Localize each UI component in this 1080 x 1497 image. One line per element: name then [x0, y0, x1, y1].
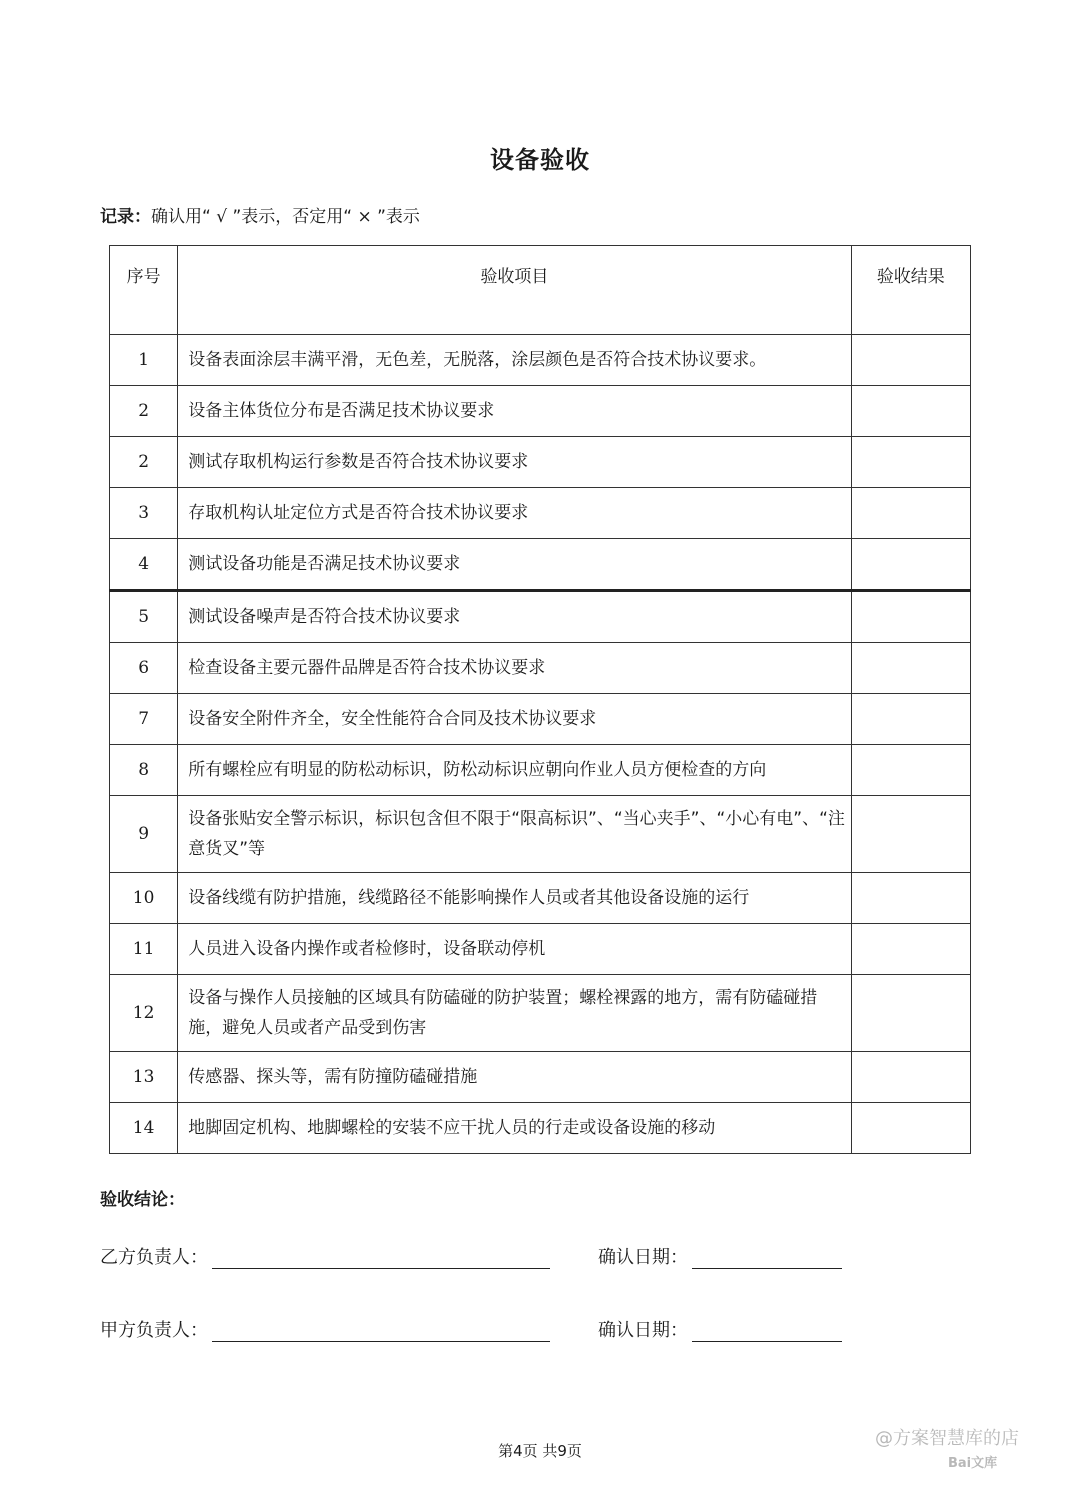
row-no: 14 [110, 1103, 178, 1154]
table-row [110, 643, 971, 694]
row-item: 设备张贴安全警示标识，标识包含但不限于“限高标识”、“当心夹手”、“小心有电”、“注意货叉”等 [178, 796, 851, 873]
row-no: 2 [110, 437, 178, 488]
row-no: 9 [110, 796, 178, 873]
party-a-signature-line[interactable] [212, 1323, 550, 1342]
table-row [110, 873, 971, 924]
row-no: 11 [110, 924, 178, 975]
row-no: 10 [110, 873, 178, 924]
row-result-cell[interactable] [851, 1052, 970, 1103]
row-item: 设备表面涂层丰满平滑，无色差，无脱落，涂层颜色是否符合技术协议要求。 [178, 335, 851, 386]
table-row [110, 975, 971, 1052]
row-item: 传感器、探头等，需有防撞防磕碰措施 [178, 1052, 851, 1103]
row-result-cell[interactable] [851, 643, 970, 694]
row-item: 人员进入设备内操作或者检修时，设备联动停机 [178, 924, 851, 975]
table-header-row [110, 246, 971, 335]
row-item: 检查设备主要元器件品牌是否符合技术协议要求 [178, 643, 851, 694]
party-a-date-label: 确认日期： [598, 1320, 688, 1341]
row-item: 地脚固定机构、地脚螺栓的安装不应干扰人员的行走或设备设施的移动 [178, 1103, 851, 1154]
party-a-date [598, 1316, 842, 1342]
row-result-cell[interactable] [851, 335, 970, 386]
row-no: 2 [110, 386, 178, 437]
header-no: 序号 [110, 246, 178, 335]
watermark-brand-logo: Bai文库 [948, 1456, 998, 1471]
row-result-cell[interactable] [851, 975, 970, 1052]
party-b-label: 乙方负责人： [100, 1247, 208, 1268]
table-row [110, 591, 971, 643]
page-title: 设备验收 [490, 145, 590, 174]
record-note [100, 202, 420, 227]
table-row [110, 1103, 971, 1154]
row-no: 4 [110, 539, 178, 591]
acceptance-table [109, 245, 971, 1154]
row-no: 13 [110, 1052, 178, 1103]
table-row [110, 1052, 971, 1103]
row-result-cell[interactable] [851, 745, 970, 796]
watermark-shop: @方案智慧库的店 [875, 1428, 1019, 1449]
row-result-cell[interactable] [851, 873, 970, 924]
row-result-cell[interactable] [851, 386, 970, 437]
row-result-cell[interactable] [851, 591, 970, 643]
table-row [110, 539, 971, 591]
row-result-cell[interactable] [851, 488, 970, 539]
table-row [110, 745, 971, 796]
table-row [110, 796, 971, 873]
row-no: 7 [110, 694, 178, 745]
row-item: 设备主体货位分布是否满足技术协议要求 [178, 386, 851, 437]
row-no: 5 [110, 591, 178, 643]
row-result-cell[interactable] [851, 539, 970, 591]
row-no: 8 [110, 745, 178, 796]
row-result-cell[interactable] [851, 694, 970, 745]
party-b-date-label: 确认日期： [598, 1247, 688, 1268]
table-row [110, 386, 971, 437]
table-row [110, 488, 971, 539]
row-no: 12 [110, 975, 178, 1052]
conclusion-label: 验收结论： [100, 1190, 185, 1210]
party-b-signature-line[interactable] [212, 1250, 550, 1269]
row-item: 测试设备功能是否满足技术协议要求 [178, 539, 851, 591]
party-b-date [598, 1243, 842, 1269]
party-a-date-line[interactable] [692, 1323, 842, 1342]
row-result-cell[interactable] [851, 924, 970, 975]
party-b-date-line[interactable] [692, 1250, 842, 1269]
record-note-text: 确认用“ √ ”表示，否定用“ × ”表示 [151, 207, 420, 227]
row-item: 测试存取机构运行参数是否符合技术协议要求 [178, 437, 851, 488]
table-row [110, 924, 971, 975]
row-result-cell[interactable] [851, 796, 970, 873]
party-a-label: 甲方负责人： [100, 1320, 208, 1341]
party-b-signature [100, 1243, 550, 1269]
table-row [110, 437, 971, 488]
row-no: 6 [110, 643, 178, 694]
table-row [110, 335, 971, 386]
row-item: 存取机构认址定位方式是否符合技术协议要求 [178, 488, 851, 539]
row-item: 测试设备噪声是否符合技术协议要求 [178, 591, 851, 643]
party-a-signature [100, 1316, 550, 1342]
row-item: 设备与操作人员接触的区域具有防磕碰的防护装置；螺栓裸露的地方，需有防磕碰措施，避免人员或者产品受到伤害 [178, 975, 851, 1052]
row-item: 所有螺栓应有明显的防松动标识，防松动标识应朝向作业人员方便检查的方向 [178, 745, 851, 796]
header-item: 验收项目 [178, 246, 851, 335]
row-result-cell[interactable] [851, 437, 970, 488]
record-note-label: 记录： [100, 207, 151, 227]
row-no: 1 [110, 335, 178, 386]
table-row [110, 694, 971, 745]
row-item: 设备安全附件齐全，安全性能符合合同及技术协议要求 [178, 694, 851, 745]
row-no: 3 [110, 488, 178, 539]
row-result-cell[interactable] [851, 1103, 970, 1154]
page-number: 第4页 共9页 [498, 1442, 582, 1460]
header-result: 验收结果 [851, 246, 970, 335]
row-item: 设备线缆有防护措施，线缆路径不能影响操作人员或者其他设备设施的运行 [178, 873, 851, 924]
